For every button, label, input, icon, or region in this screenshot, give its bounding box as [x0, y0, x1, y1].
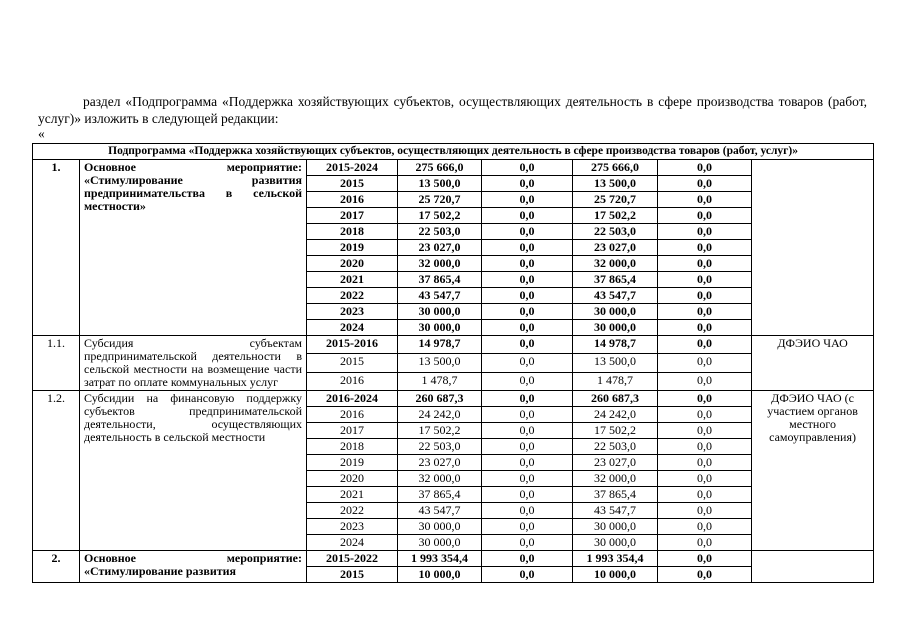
federal-cell: 0,0 [482, 391, 573, 407]
total-cell: 30 000,0 [398, 320, 482, 336]
row-number: 2. [33, 551, 80, 583]
total-cell: 25 720,7 [398, 192, 482, 208]
other-cell: 0,0 [658, 224, 752, 240]
row-number: 1. [33, 160, 80, 336]
district-cell: 22 503,0 [573, 439, 658, 455]
total-cell: 1 478,7 [398, 372, 482, 390]
federal-cell: 0,0 [482, 535, 573, 551]
other-cell: 0,0 [658, 487, 752, 503]
other-cell: 0,0 [658, 240, 752, 256]
federal-cell: 0,0 [482, 551, 573, 567]
activity-name: Субсидия субъектам предпринимательской деятельности в сельской местности на возмещение части затрат по оплате коммунальных услуг [80, 336, 307, 391]
other-cell: 0,0 [658, 320, 752, 336]
period-cell: 2022 [307, 288, 398, 304]
federal-cell: 0,0 [482, 407, 573, 423]
total-cell: 14 978,7 [398, 336, 482, 354]
other-cell: 0,0 [658, 455, 752, 471]
other-cell: 0,0 [658, 160, 752, 176]
district-cell: 37 865,4 [573, 487, 658, 503]
other-cell: 0,0 [658, 439, 752, 455]
total-cell: 22 503,0 [398, 224, 482, 240]
district-cell: 22 503,0 [573, 224, 658, 240]
activity-name: Основное мероприятие: «Стимулирование развития предпринимательства в сельской местности» [80, 160, 307, 336]
subprogram-header: Подпрограмма «Поддержка хозяйствующих субъектов, осуществляющих деятельность в сфере производства товаров (работ, услуг)» [33, 144, 874, 160]
federal-cell: 0,0 [482, 336, 573, 354]
total-cell: 13 500,0 [398, 354, 482, 372]
federal-cell: 0,0 [482, 519, 573, 535]
federal-cell: 0,0 [482, 455, 573, 471]
district-cell: 30 000,0 [573, 304, 658, 320]
executor-cell [752, 160, 874, 336]
other-cell: 0,0 [658, 471, 752, 487]
federal-cell: 0,0 [482, 471, 573, 487]
total-cell: 22 503,0 [398, 439, 482, 455]
executor-cell: ДФЭИО ЧАО (с участием органов местного самоуправления) [752, 391, 874, 551]
district-cell: 37 865,4 [573, 272, 658, 288]
row-number: 1.2. [33, 391, 80, 551]
other-cell: 0,0 [658, 288, 752, 304]
period-cell: 2020 [307, 471, 398, 487]
federal-cell: 0,0 [482, 176, 573, 192]
total-cell: 32 000,0 [398, 471, 482, 487]
period-cell: 2015-2022 [307, 551, 398, 567]
other-cell: 0,0 [658, 192, 752, 208]
district-cell: 23 027,0 [573, 240, 658, 256]
federal-cell: 0,0 [482, 372, 573, 390]
district-cell: 14 978,7 [573, 336, 658, 354]
period-cell: 2018 [307, 224, 398, 240]
period-cell: 2016-2024 [307, 391, 398, 407]
other-cell: 0,0 [658, 208, 752, 224]
federal-cell: 0,0 [482, 320, 573, 336]
row-number: 1.1. [33, 336, 80, 391]
federal-cell: 0,0 [482, 240, 573, 256]
federal-cell: 0,0 [482, 192, 573, 208]
district-cell: 30 000,0 [573, 320, 658, 336]
period-cell: 2019 [307, 455, 398, 471]
period-cell: 2015-2024 [307, 160, 398, 176]
total-cell: 37 865,4 [398, 487, 482, 503]
activity-name: Основное мероприятие: «Стимулирование развития [80, 551, 307, 583]
period-cell: 2015-2016 [307, 336, 398, 354]
district-cell: 13 500,0 [573, 354, 658, 372]
district-cell: 13 500,0 [573, 176, 658, 192]
district-cell: 30 000,0 [573, 535, 658, 551]
district-cell: 260 687,3 [573, 391, 658, 407]
other-cell: 0,0 [658, 503, 752, 519]
federal-cell: 0,0 [482, 354, 573, 372]
federal-cell: 0,0 [482, 208, 573, 224]
period-cell: 2015 [307, 176, 398, 192]
period-cell: 2018 [307, 439, 398, 455]
total-cell: 13 500,0 [398, 176, 482, 192]
total-cell: 30 000,0 [398, 535, 482, 551]
district-cell: 25 720,7 [573, 192, 658, 208]
other-cell: 0,0 [658, 535, 752, 551]
federal-cell: 0,0 [482, 567, 573, 583]
period-cell: 2016 [307, 407, 398, 423]
federal-cell: 0,0 [482, 224, 573, 240]
federal-cell: 0,0 [482, 272, 573, 288]
district-cell: 43 547,7 [573, 503, 658, 519]
period-cell: 2023 [307, 304, 398, 320]
total-cell: 30 000,0 [398, 519, 482, 535]
other-cell: 0,0 [658, 407, 752, 423]
total-cell: 43 547,7 [398, 503, 482, 519]
district-cell: 17 502,2 [573, 208, 658, 224]
period-cell: 2017 [307, 208, 398, 224]
other-cell: 0,0 [658, 272, 752, 288]
period-cell: 2019 [307, 240, 398, 256]
period-cell: 2020 [307, 256, 398, 272]
total-cell: 17 502,2 [398, 208, 482, 224]
other-cell: 0,0 [658, 391, 752, 407]
federal-cell: 0,0 [482, 487, 573, 503]
federal-cell: 0,0 [482, 288, 573, 304]
total-cell: 24 242,0 [398, 407, 482, 423]
federal-cell: 0,0 [482, 439, 573, 455]
other-cell: 0,0 [658, 304, 752, 320]
federal-cell: 0,0 [482, 160, 573, 176]
period-cell: 2016 [307, 372, 398, 390]
opening-quote: « [38, 126, 45, 141]
period-cell: 2022 [307, 503, 398, 519]
district-cell: 1 993 354,4 [573, 551, 658, 567]
table-row [33, 336, 874, 354]
table-row [33, 391, 874, 407]
district-cell: 24 242,0 [573, 407, 658, 423]
other-cell: 0,0 [658, 519, 752, 535]
period-cell: 2015 [307, 567, 398, 583]
district-cell: 23 027,0 [573, 455, 658, 471]
other-cell: 0,0 [658, 354, 752, 372]
period-cell: 2021 [307, 272, 398, 288]
district-cell: 17 502,2 [573, 423, 658, 439]
federal-cell: 0,0 [482, 423, 573, 439]
period-cell: 2024 [307, 535, 398, 551]
total-cell: 10 000,0 [398, 567, 482, 583]
period-cell: 2017 [307, 423, 398, 439]
total-cell: 37 865,4 [398, 272, 482, 288]
district-cell: 30 000,0 [573, 519, 658, 535]
period-cell: 2016 [307, 192, 398, 208]
total-cell: 23 027,0 [398, 240, 482, 256]
period-cell: 2015 [307, 354, 398, 372]
total-cell: 23 027,0 [398, 455, 482, 471]
other-cell: 0,0 [658, 423, 752, 439]
other-cell: 0,0 [658, 551, 752, 567]
table-row [33, 160, 874, 176]
district-cell: 32 000,0 [573, 471, 658, 487]
activity-name: Субсидии на финансовую поддержку субъектов предпринимательской деятельности, осуществляющих деятельность в сельской местности [80, 391, 307, 551]
program-table [32, 143, 874, 583]
district-cell: 1 478,7 [573, 372, 658, 390]
district-cell: 43 547,7 [573, 288, 658, 304]
period-cell: 2023 [307, 519, 398, 535]
total-cell: 17 502,2 [398, 423, 482, 439]
total-cell: 275 666,0 [398, 160, 482, 176]
federal-cell: 0,0 [482, 503, 573, 519]
federal-cell: 0,0 [482, 304, 573, 320]
total-cell: 43 547,7 [398, 288, 482, 304]
total-cell: 32 000,0 [398, 256, 482, 272]
other-cell: 0,0 [658, 372, 752, 390]
federal-cell: 0,0 [482, 256, 573, 272]
period-cell: 2024 [307, 320, 398, 336]
other-cell: 0,0 [658, 256, 752, 272]
district-cell: 10 000,0 [573, 567, 658, 583]
other-cell: 0,0 [658, 176, 752, 192]
executor-cell [752, 551, 874, 583]
total-cell: 1 993 354,4 [398, 551, 482, 567]
executor-cell: ДФЭИО ЧАО [752, 336, 874, 391]
other-cell: 0,0 [658, 336, 752, 354]
district-cell: 32 000,0 [573, 256, 658, 272]
total-cell: 30 000,0 [398, 304, 482, 320]
district-cell: 275 666,0 [573, 160, 658, 176]
table-row [33, 551, 874, 567]
period-cell: 2021 [307, 487, 398, 503]
other-cell: 0,0 [658, 567, 752, 583]
intro-paragraph: раздел «Подпрограмма «Поддержка хозяйствующих субъектов, осуществляющих деятельность в сфере производства товаров (работ, услуг)» изложить в следующей редакции: [38, 94, 867, 126]
total-cell: 260 687,3 [398, 391, 482, 407]
